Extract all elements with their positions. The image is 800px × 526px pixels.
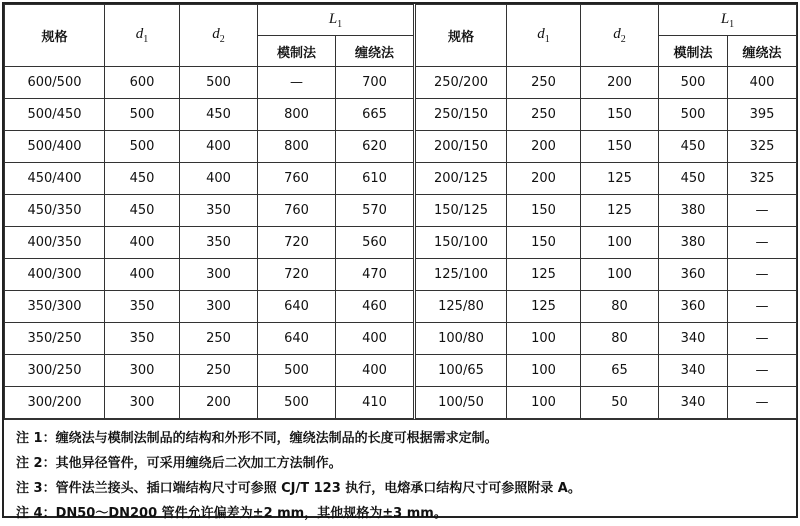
header-wound-left: 缠绕法 [336, 36, 415, 67]
cell-right-l1-wound: — [728, 227, 797, 259]
cell-right-d1: 125 [507, 259, 581, 291]
note-4: 注 4：DN50～DN200 管件允许偏差为±2 mm，其他规格为±3 mm。 [16, 506, 447, 521]
spec-sheet [2, 2, 798, 521]
cell-right-l1-wound: 325 [728, 131, 797, 163]
cell-right-d1: 200 [507, 131, 581, 163]
table-body [5, 67, 797, 419]
cell-left-d1: 400 [105, 227, 180, 259]
table-row [5, 259, 797, 291]
cell-right-l1-molded: 340 [659, 355, 728, 387]
cell-right-l1-wound: — [728, 195, 797, 227]
cell-right-d1: 250 [507, 67, 581, 99]
table-row [5, 67, 797, 99]
cell-right-spec: 100/80 [415, 323, 507, 355]
cell-left-d2: 250 [180, 323, 258, 355]
cell-left-d1: 300 [105, 355, 180, 387]
cell-left-spec: 500/450 [5, 99, 105, 131]
cell-right-l1-wound: — [728, 291, 797, 323]
cell-right-d1: 150 [507, 227, 581, 259]
cell-right-d2: 80 [581, 291, 659, 323]
cell-left-spec: 350/300 [5, 291, 105, 323]
cell-left-d1: 500 [105, 131, 180, 163]
cell-right-spec: 250/150 [415, 99, 507, 131]
header-d2-left: $d_2$ [180, 5, 258, 67]
cell-right-d2: 200 [581, 67, 659, 99]
cell-left-l1-molded: 640 [258, 291, 336, 323]
cell-left-d1: 500 [105, 99, 180, 131]
cell-left-d2: 250 [180, 355, 258, 387]
cell-left-l1-wound: 560 [336, 227, 415, 259]
table-row [5, 291, 797, 323]
cell-right-l1-molded: 380 [659, 227, 728, 259]
cell-right-spec: 100/50 [415, 387, 507, 419]
cell-left-d1: 300 [105, 387, 180, 419]
cell-left-d1: 400 [105, 259, 180, 291]
cell-right-l1-molded: 360 [659, 259, 728, 291]
cell-left-l1-molded: 760 [258, 195, 336, 227]
cell-left-d2: 300 [180, 291, 258, 323]
note-1: 注 1：缠绕法与模制法制品的结构和外形不同，缠绕法制品的长度可根据需求定制。 [16, 431, 498, 446]
spec-table [4, 4, 797, 419]
cell-left-spec: 350/250 [5, 323, 105, 355]
cell-right-spec: 100/65 [415, 355, 507, 387]
cell-right-d1: 100 [507, 323, 581, 355]
cell-right-d1: 250 [507, 99, 581, 131]
cell-left-l1-molded: 500 [258, 387, 336, 419]
note-3: 注 3：管件法兰接头、插口端结构尺寸可参照 CJ/T 123 执行，电熔承口结构尺寸可参照附录 A。 [16, 481, 581, 496]
cell-left-spec: 400/300 [5, 259, 105, 291]
cell-left-d1: 350 [105, 291, 180, 323]
cell-left-d2: 450 [180, 99, 258, 131]
cell-right-l1-wound: — [728, 387, 797, 419]
table-row [5, 323, 797, 355]
cell-left-spec: 450/400 [5, 163, 105, 195]
cell-left-spec: 600/500 [5, 67, 105, 99]
header-d2-right: $d_2$ [581, 5, 659, 67]
cell-left-l1-wound: 570 [336, 195, 415, 227]
header-molded-right: 模制法 [659, 36, 728, 67]
cell-left-l1-wound: 400 [336, 355, 415, 387]
cell-right-l1-molded: 500 [659, 99, 728, 131]
cell-left-l1-wound: 665 [336, 99, 415, 131]
cell-left-spec: 400/350 [5, 227, 105, 259]
cell-right-d2: 50 [581, 387, 659, 419]
note-2: 注 2：其他异径管件，可采用缠绕后二次加工方法制作。 [16, 456, 342, 471]
header-molded-left: 模制法 [258, 36, 336, 67]
cell-left-d2: 400 [180, 163, 258, 195]
cell-right-spec: 200/125 [415, 163, 507, 195]
cell-right-d2: 100 [581, 259, 659, 291]
cell-right-d2: 150 [581, 99, 659, 131]
cell-right-spec: 200/150 [415, 131, 507, 163]
cell-left-l1-molded: 760 [258, 163, 336, 195]
cell-left-l1-wound: 460 [336, 291, 415, 323]
cell-left-l1-wound: 400 [336, 323, 415, 355]
cell-right-spec: 125/100 [415, 259, 507, 291]
cell-left-d2: 350 [180, 227, 258, 259]
header-L1-left: $L_1$ [258, 5, 415, 36]
cell-left-spec: 500/400 [5, 131, 105, 163]
cell-right-d1: 100 [507, 387, 581, 419]
cell-left-d2: 350 [180, 195, 258, 227]
cell-right-l1-molded: 380 [659, 195, 728, 227]
cell-right-l1-molded: 340 [659, 323, 728, 355]
cell-left-l1-wound: 610 [336, 163, 415, 195]
cell-left-l1-molded: 720 [258, 227, 336, 259]
cell-left-l1-molded: 800 [258, 99, 336, 131]
cell-left-l1-molded: 720 [258, 259, 336, 291]
cell-left-d1: 350 [105, 323, 180, 355]
cell-left-d2: 400 [180, 131, 258, 163]
cell-right-l1-molded: 450 [659, 131, 728, 163]
cell-right-l1-molded: 450 [659, 163, 728, 195]
table-row [5, 355, 797, 387]
cell-right-d2: 100 [581, 227, 659, 259]
cell-left-l1-wound: 700 [336, 67, 415, 99]
cell-right-d2: 125 [581, 163, 659, 195]
cell-left-spec: 450/350 [5, 195, 105, 227]
cell-right-l1-wound: — [728, 323, 797, 355]
header-spec-left: 规格 [5, 5, 105, 67]
cell-left-d1: 450 [105, 163, 180, 195]
cell-left-spec: 300/250 [5, 355, 105, 387]
cell-right-spec: 150/100 [415, 227, 507, 259]
cell-left-l1-molded: 640 [258, 323, 336, 355]
cell-right-l1-wound: 325 [728, 163, 797, 195]
cell-left-l1-wound: 620 [336, 131, 415, 163]
cell-right-l1-wound: 395 [728, 99, 797, 131]
header-L1-right: $L_1$ [659, 5, 797, 36]
header-d1-right: $d_1$ [507, 5, 581, 67]
cell-right-d1: 100 [507, 355, 581, 387]
cell-right-l1-molded: 500 [659, 67, 728, 99]
cell-right-l1-molded: 360 [659, 291, 728, 323]
cell-right-d1: 125 [507, 291, 581, 323]
cell-left-d2: 200 [180, 387, 258, 419]
header-d1-left: $d_1$ [105, 5, 180, 67]
cell-right-l1-wound: — [728, 355, 797, 387]
table-row [5, 387, 797, 419]
table-row [5, 195, 797, 227]
cell-left-l1-molded: 800 [258, 131, 336, 163]
cell-left-d1: 450 [105, 195, 180, 227]
table-row [5, 227, 797, 259]
header-row-1 [5, 5, 797, 36]
cell-right-d2: 125 [581, 195, 659, 227]
cell-right-d1: 200 [507, 163, 581, 195]
cell-left-spec: 300/200 [5, 387, 105, 419]
cell-right-spec: 125/80 [415, 291, 507, 323]
cell-right-spec: 150/125 [415, 195, 507, 227]
notes-section [4, 419, 796, 526]
cell-right-d2: 65 [581, 355, 659, 387]
cell-left-d2: 500 [180, 67, 258, 99]
header-wound-right: 缠绕法 [728, 36, 797, 67]
cell-right-spec: 250/200 [415, 67, 507, 99]
table-row [5, 99, 797, 131]
cell-left-d1: 600 [105, 67, 180, 99]
cell-right-d1: 150 [507, 195, 581, 227]
header-spec-right: 规格 [415, 5, 507, 67]
cell-right-l1-molded: 340 [659, 387, 728, 419]
cell-left-l1-molded: — [258, 67, 336, 99]
cell-right-l1-wound: — [728, 259, 797, 291]
cell-right-d2: 150 [581, 131, 659, 163]
cell-right-l1-wound: 400 [728, 67, 797, 99]
table-row [5, 163, 797, 195]
cell-right-d2: 80 [581, 323, 659, 355]
cell-left-l1-molded: 500 [258, 355, 336, 387]
table-row [5, 131, 797, 163]
cell-left-d2: 300 [180, 259, 258, 291]
cell-left-l1-wound: 410 [336, 387, 415, 419]
cell-left-l1-wound: 470 [336, 259, 415, 291]
